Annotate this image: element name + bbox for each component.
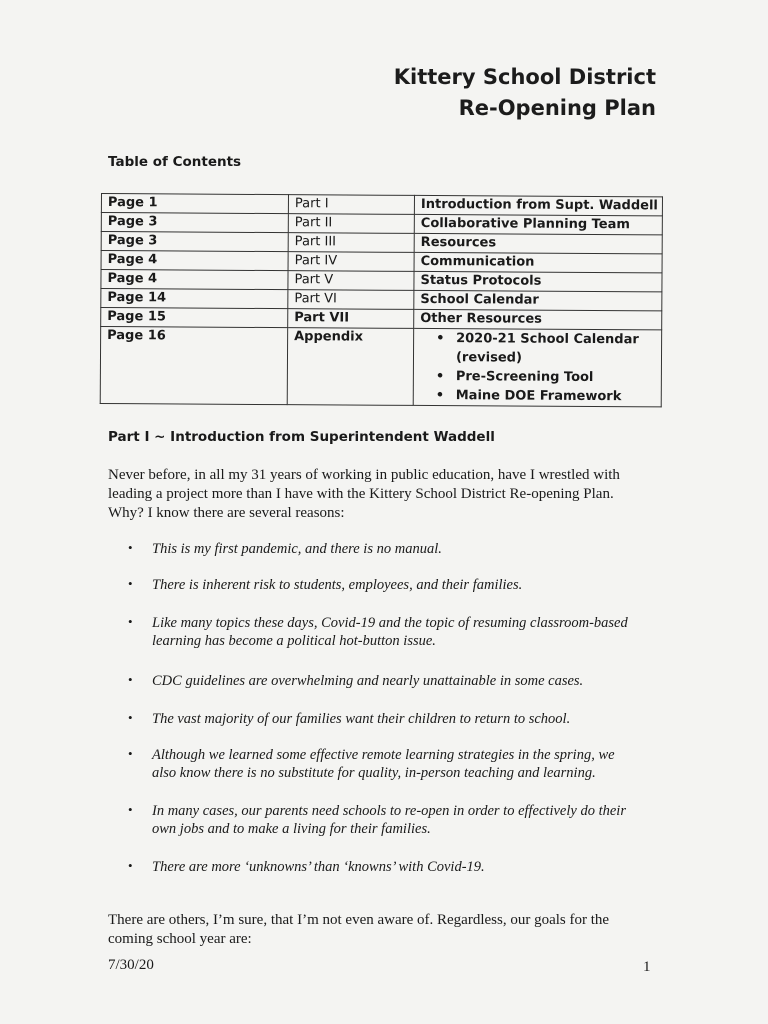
toc-part: Part IV — [288, 252, 414, 272]
appendix-list — [420, 329, 655, 406]
bullet-icon: • — [128, 858, 133, 873]
bullet-icon: • — [128, 540, 133, 555]
reason-text: Like many topics these days, Covid-19 and the topic of resuming classroom-based learning has become a political hot-button issue. — [152, 615, 628, 649]
toc-title: Introduction from Supt. Waddell — [414, 195, 662, 216]
reason-text: This is my first pandemic, and there is no manual. — [152, 541, 442, 557]
reason-item — [108, 576, 668, 594]
toc-part: Appendix — [287, 328, 413, 406]
toc-part: Part III — [288, 233, 414, 253]
toc-heading: Table of Contents — [108, 154, 242, 170]
toc-title: School Calendar — [414, 290, 662, 311]
reason-item — [108, 746, 668, 782]
reason-item — [108, 540, 668, 558]
toc-page: Page 15 — [101, 308, 288, 328]
section-heading: Part I ~ Introduction from Superintendent Waddell — [108, 429, 495, 445]
toc-table — [100, 193, 663, 407]
footer-date: 7/30/20 — [108, 957, 154, 973]
reason-text: CDC guidelines are overwhelming and nearly unattainable in some cases. — [152, 673, 584, 689]
closing-paragraph: There are others, I’m sure, that I’m not even aware of. Regardless, our goals for the coming school year are: — [108, 912, 610, 947]
toc-title: Communication — [414, 252, 662, 273]
reason-text: There are more ‘unknowns’ than ‘knowns’ with Covid-19. — [152, 859, 485, 875]
toc-part: Part VI — [288, 290, 414, 310]
reason-item — [108, 802, 668, 838]
toc-title: Collaborative Planning Team — [414, 214, 662, 235]
reason-text: Although we learned some effective remote learning strategies in the spring, we also know there is no substitute for quality, in-person teaching and learning. — [152, 747, 615, 781]
toc-part: Part VII — [288, 309, 414, 329]
toc-page: Page 4 — [101, 251, 288, 271]
title-line-2: Re-Opening Plan — [458, 96, 656, 120]
toc-title: Resources — [414, 233, 662, 254]
toc-page: Page 14 — [101, 289, 288, 309]
reason-item — [108, 858, 668, 876]
reason-item — [108, 710, 668, 728]
bullet-icon: • — [128, 710, 133, 725]
toc-title: Other Resources — [414, 309, 662, 330]
intro-paragraph: Never before, in all my 31 years of working in public education, have I wrestled with leading a project more than I have with the Kittery School District Re-opening Plan. Why? I know there are several reasons: — [108, 467, 620, 521]
document-title — [394, 62, 656, 124]
toc-part: Part I — [288, 195, 414, 215]
reason-text: In many cases, our parents need schools to re-open in order to effectively do their own jobs and to make a living for their families. — [152, 803, 626, 837]
toc-page: Page 4 — [101, 270, 288, 290]
toc-part: Part V — [288, 271, 414, 291]
toc-page: Page 16 — [100, 327, 287, 405]
bullet-icon: • — [128, 672, 133, 687]
toc-part: Part II — [288, 214, 414, 234]
bullet-icon: • — [128, 614, 133, 629]
bullet-icon: • — [128, 746, 133, 761]
toc-page: Page 3 — [101, 232, 288, 252]
appendix-item: • Maine DOE Framework — [434, 386, 655, 406]
reason-item — [108, 672, 668, 690]
page-number: 1 — [643, 959, 651, 975]
toc-title: Status Protocols — [414, 271, 662, 292]
reason-text: The vast majority of our families want their children to return to school. — [152, 711, 571, 727]
toc-row-appendix — [100, 327, 661, 407]
toc-page: Page 3 — [101, 213, 288, 233]
appendix-item: • Pre-Screening Tool — [434, 367, 655, 387]
toc-page: Page 1 — [101, 194, 288, 214]
title-line-1: Kittery School District — [393, 65, 656, 89]
bullet-icon: • — [128, 802, 133, 817]
appendix-item: • 2020-21 School Calendar (revised) — [434, 329, 655, 368]
appendix-items-cell — [413, 328, 661, 407]
reason-item — [108, 614, 668, 650]
reason-text: There is inherent risk to students, employees, and their families. — [152, 577, 523, 593]
bullet-icon: • — [128, 576, 133, 591]
